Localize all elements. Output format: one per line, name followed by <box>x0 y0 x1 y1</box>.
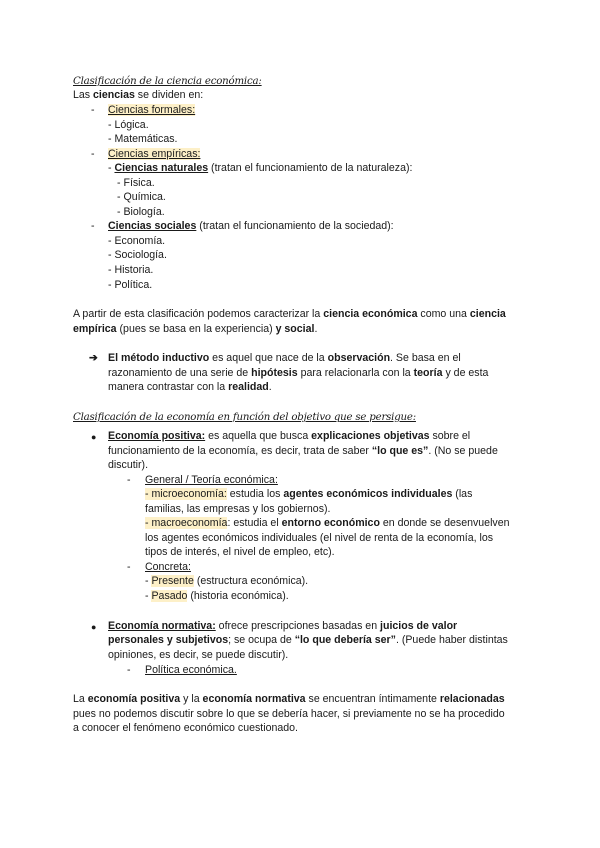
list-item: - Lógica. <box>108 119 149 131</box>
macroeconomia-line: los agentes económicos individuales (el nivel de renta de la economía, los <box>145 532 494 544</box>
bullet-icon: ● <box>91 432 97 442</box>
normativa-line: personales y subjetivos; se ocupa de “lo que debería ser”. (Puede haber distintas <box>108 634 508 646</box>
arrow-bullet-icon: ➔ <box>89 352 98 364</box>
microeconomia-line: familias, las empresas y los gobiernos). <box>145 503 331 515</box>
list-dash: - <box>91 148 95 160</box>
metodo-paragraph-line: El método inductivo es aquel que nace de la observación. Se basa en el <box>108 352 461 364</box>
list-item-ciencias-empiricas: Ciencias empíricas: <box>108 148 201 160</box>
list-dash: - <box>127 561 131 573</box>
macroeconomia-line: - macroeconomía: estudia el entorno económico en donde se desenvuelven <box>145 517 510 529</box>
section-heading-clasificacion-ciencia: Clasificación de la ciencia económica: <box>73 76 262 87</box>
summary-paragraph-line: empírica (pues se basa en la experiencia) y social. <box>73 323 318 335</box>
bullet-icon: ● <box>91 622 97 632</box>
macroeconomia-line: tipos de interés, el nivel de empleo, etc). <box>145 546 335 558</box>
metodo-paragraph-line: manera contrastar con la realidad. <box>108 381 272 393</box>
concreta-label: Concreta: <box>145 561 191 573</box>
section-heading-clasificacion-economia: Clasificación de la economía en función del objetivo que se persigue: <box>73 412 416 423</box>
closing-paragraph-line: a conocer el fenómeno económico cuestionado. <box>73 722 298 734</box>
presente-line: - Presente (estructura económica). <box>145 575 309 587</box>
list-dash: - <box>91 220 95 232</box>
list-item: - Física. <box>117 177 155 189</box>
list-item: - Historia. <box>108 264 154 276</box>
list-item-ciencias-sociales: Ciencias sociales (tratan el funcionamiento de la sociedad): <box>108 220 394 232</box>
closing-paragraph-line: La economía positiva y la economía normativa se encuentran íntimamente relacionadas <box>73 693 505 705</box>
positiva-line: funcionamiento de la economía, es decir, trata de saber “lo que es”. (No se puede <box>108 445 498 457</box>
list-item: - Biología. <box>117 206 165 218</box>
list-dash: - <box>127 664 131 676</box>
normativa-line: Economía normativa: ofrece prescripciones basadas en juicios de valor <box>108 620 458 632</box>
list-dash: - <box>91 104 95 116</box>
list-item: - Matemáticas. <box>108 133 178 145</box>
list-dash: - <box>127 474 131 486</box>
positiva-line: discutir). <box>108 459 149 471</box>
metodo-paragraph-line: razonamiento de una serie de hipótesis para relacionarla con la teoría y de esta <box>108 367 489 379</box>
pasado-line: - Pasado (historia económica). <box>145 590 289 602</box>
summary-paragraph-line: A partir de esta clasificación podemos caracterizar la ciencia económica como una ciencia <box>73 308 506 320</box>
positiva-line: Economía positiva: es aquella que busca explicaciones objetivas sobre el <box>108 430 471 442</box>
list-item: - Política. <box>108 279 153 291</box>
closing-paragraph-line: pues no podemos discutir sobre lo que se debería hacer, si previamente no se ha procedido <box>73 708 505 720</box>
list-item: - Química. <box>117 191 166 203</box>
normativa-line: opiniones, es decir, se puede discutir). <box>108 649 289 661</box>
intro-line: Las ciencias se dividen en: <box>73 89 204 101</box>
bold-ciencias: ciencias <box>93 89 135 101</box>
microeconomia-line: - microeconomía: estudia los agentes económicos individuales (las <box>145 488 473 500</box>
list-item: - Economía. <box>108 235 166 247</box>
politica-economica-label: Política económica. <box>145 664 237 676</box>
list-item-ciencias-formales: Ciencias formales: <box>108 104 196 116</box>
general-teoria-label: General / Teoría económica: <box>145 474 278 486</box>
list-item-ciencias-naturales: - Ciencias naturales (tratan el funcionamiento de la naturaleza): <box>108 162 413 174</box>
list-item: - Sociología. <box>108 249 167 261</box>
